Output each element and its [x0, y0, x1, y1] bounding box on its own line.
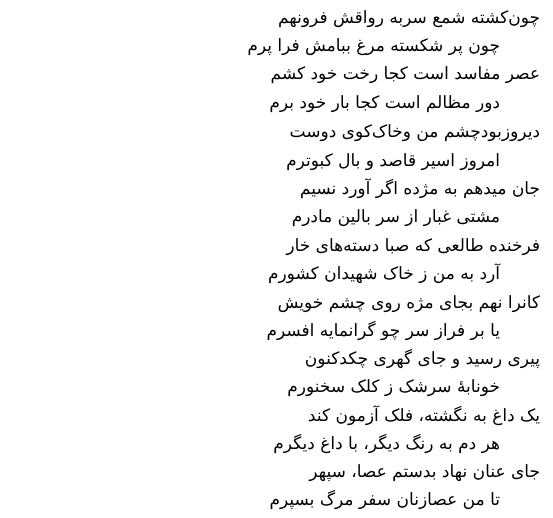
poem-line: مشتی غبار از سر بالین مادرم — [291, 207, 500, 227]
poem-line: فرخنده طالعی که صبا دسته‌های خار — [286, 236, 540, 256]
poem-line: جای عنان نهاد بدستم عصا، سپهر — [309, 462, 540, 482]
poem-line: دور مظالم است کجا بار خود برم — [269, 93, 500, 113]
poem-line: یا بر فراز سر چو گرانمایه افسرم — [266, 321, 500, 341]
poem-line: جان میدهم به مژده اگر آورد نسیم — [299, 179, 540, 199]
poem-line: هر دم به رنگ دیگر، با داغ دیگرم — [273, 434, 500, 454]
poem-line: دیروزبودچشم من وخاک‌کوی دوست — [289, 122, 540, 142]
poem-line: امروز اسیر قاصد و بال کبوترم — [286, 151, 500, 171]
poem-line: عصر مفاسد است کجا رخت خود کشم — [270, 64, 540, 84]
poem-line: خونابهٔ سرشک ز کلک سخنورم — [287, 377, 500, 397]
poem-line: کانرا نهم بجای مژه روی چشم خویش — [277, 293, 540, 313]
poem-line: چون‌کشته شمع سربه رواقش فرونهم — [277, 8, 540, 28]
poem-line: آرد به من ز خاک شهیدان کشورم — [267, 264, 500, 284]
poem-line: یک داغ به نگشته، فلک آزمون کند — [307, 406, 540, 426]
poem-line: پیری رسید و جای گهری چکدکنون — [304, 349, 540, 369]
poem-line: تا من عصازنان سفر مرگ بسپرم — [269, 490, 500, 510]
poem-line: چون پر شکسته مرغ ببامش فرا پرم — [247, 36, 500, 56]
